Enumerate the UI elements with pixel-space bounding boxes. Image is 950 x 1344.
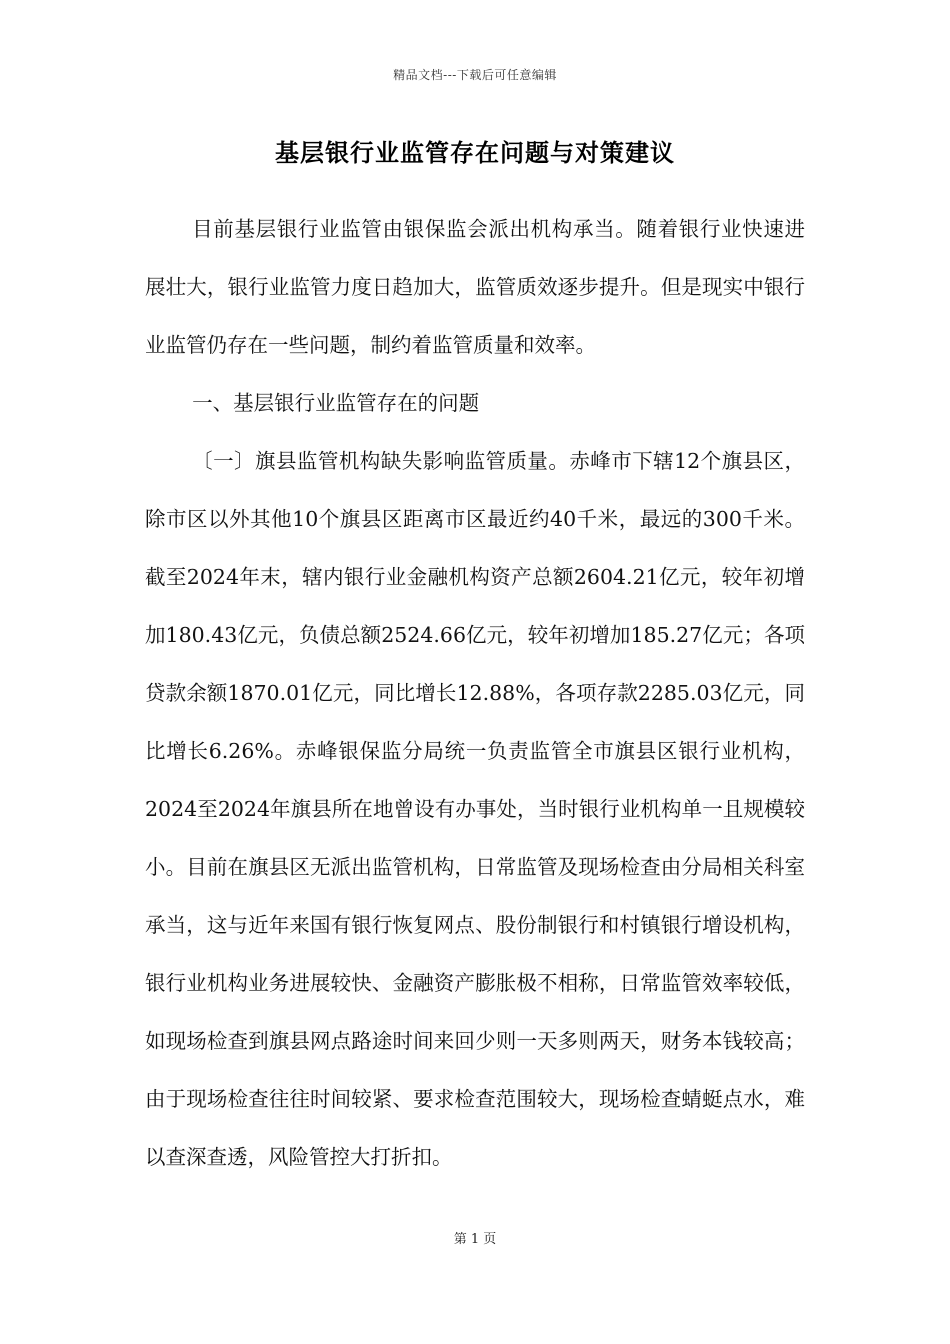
body-paragraph: 〔一〕旗县监管机构缺失影响监管质量。赤峰市下辖12个旗县区，除市区以外其他10个旗县区距离市区最近约40千米，最远的300千米。截至2024年末，辖内银行业金融机构资产总额2604.21亿元，较年初增加180.43亿元，负债总额2524.66亿元，较年初增加185.27亿元；各项贷款余额1870.01亿元，同比增长12.88%，各项存款2285.03亿元，同比增长6.26%。赤峰银保监分局统一负责监管全市旗县区银行业机构，2024至2024年旗县所在地曾设有办事处，当时银行业机构单一且规模较小。目前在旗县区无派出监管机构，日常监管及现场检查由分局相关科室承当，这与近年来国有银行恢复网点、股份制银行和村镇银行增设机构，银行业机构业务进展较快、金融资产膨胀极不相称，日常监管效率较低，如现场检查到旗县网点路途时间来回少则一天多则两天，财务本钱较高；由于现场检查往往时间较紧、要求检查范围较大，现场检查蜻蜓点水，难以查深查透，风险管控大打折扣。 <box>145 449 805 1169</box>
intro-paragraph: 目前基层银行业监管由银保监会派出机构承当。随着银行业快速进展壮大，银行业监管力度日趋加大，监管质效逐步提升。但是现实中银行业监管仍存在一些问题，制约着监管质量和效率。 <box>145 217 805 357</box>
page-header: 精品文档---下载后可任意编辑 <box>393 68 557 82</box>
page-number: 第 1 页 <box>453 1232 497 1247</box>
document-title: 基层银行业监管存在问题与对策建议 <box>275 138 675 167</box>
section-heading: 一、基层银行业监管存在的问题 <box>192 391 480 415</box>
document-body <box>145 200 805 1186</box>
